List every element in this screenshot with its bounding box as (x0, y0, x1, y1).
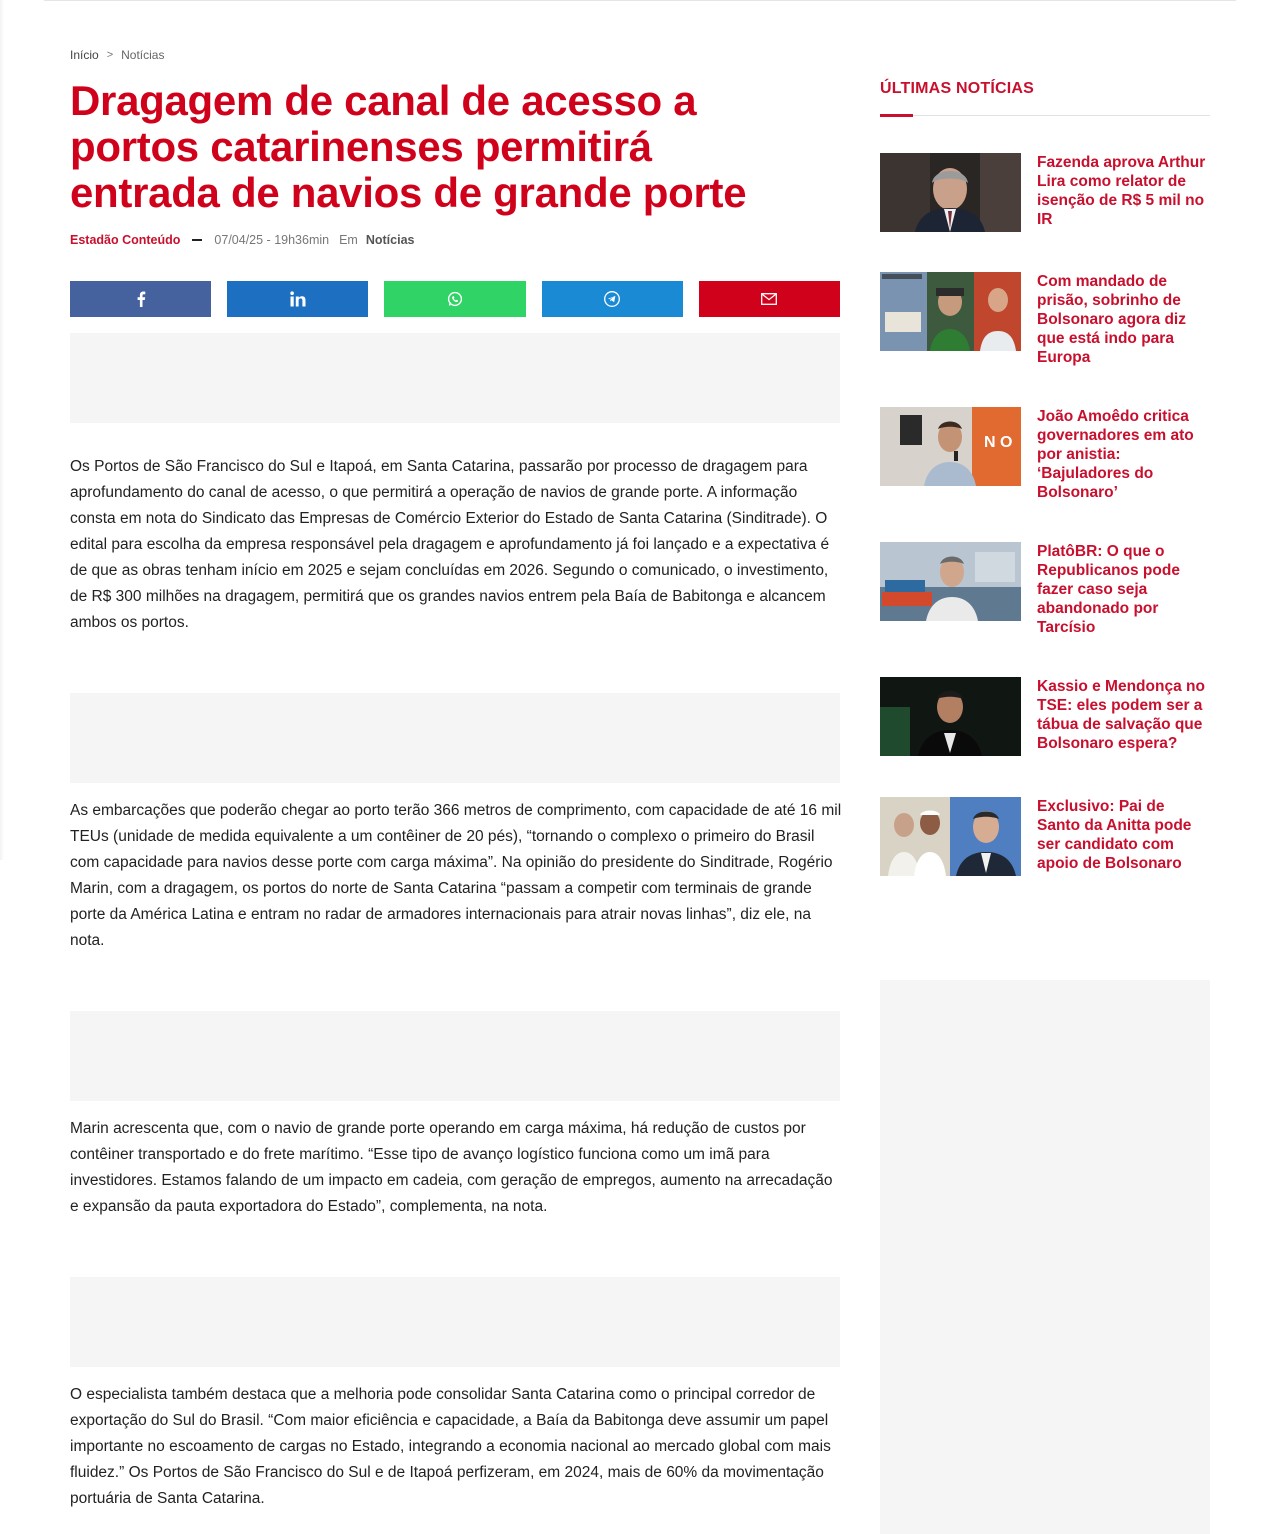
ad-placeholder (70, 1011, 840, 1101)
news-title[interactable]: Fazenda aprova Arthur Lira como relator de isenção de R$ 5 mil no IR (1037, 154, 1206, 228)
svg-text:N O: N O (984, 434, 1013, 451)
article-category-link[interactable]: Notícias (365, 233, 415, 247)
latest-news-heading: ÚLTIMAS NOTÍCIAS (880, 80, 1035, 97)
news-title[interactable]: João Amoêdo critica governadores em ato por anistia: ‘Bajuladores do Bolsonaro’ (1037, 408, 1194, 501)
sidebar-ad-placeholder (880, 980, 1210, 1534)
breadcrumb-home-link[interactable]: Início (70, 48, 99, 62)
page-edge-shadow (0, 0, 4, 860)
news-thumbnail[interactable] (880, 153, 1021, 232)
news-title[interactable]: PlatôBR: O que o Republicanos pode fazer caso seja abandonado por Tarcísio (1037, 543, 1180, 636)
news-item[interactable] (880, 542, 1210, 637)
article-author-link[interactable]: Estadão Conteúdo (70, 233, 181, 247)
share-email-button[interactable] (699, 281, 840, 317)
news-thumbnail[interactable] (880, 407, 1021, 486)
article-date: 07/04/25 - 19h36min (214, 233, 330, 247)
news-item[interactable] (880, 677, 1210, 756)
article-paragraph: Os Portos de São Francisco do Sul e Itapoá, em Santa Catarina, passarão por processo de dragagem para aprofundamento do canal de acesso, o que permitirá a operação de navios de grande porte. A informação consta em nota do Sindicato das Empresas de Comércio Exterior do Estado de Santa Catarina (Sinditrade). O edital para escolha da empresa responsável pela dragagem e aprofundamento já foi lançado e a expectativa é de que as obras tenham início em 2025 e sejam concluídas em 2026. Segundo o comunicado, o investimento, de R$ 300 milhões na dragagem, permitirá que os grandes navios entrem pela Baía de Babitonga e alcancem ambos os portos. (70, 458, 830, 631)
article-paragraph: Marin acrescenta que, com o navio de grande porte operando em carga máxima, há redução de custos por contêiner transportado e do frete marítimo. “Esse tipo de avanço logístico funciona como um imã para investidores. Estamos falando de um impacto em cadeia, com geração de empregos, aumento na arrecadação e expansão da pauta exportadora do Estado”, complementa, na nota. (70, 1120, 833, 1215)
news-thumbnail[interactable] (880, 272, 1021, 351)
news-thumbnail[interactable] (880, 797, 1021, 876)
ad-placeholder (70, 693, 840, 783)
share-telegram-button[interactable] (542, 281, 683, 317)
heading-accent-bar (880, 114, 913, 117)
news-title[interactable]: Exclusivo: Pai de Santo da Anitta pode ser candidato com apoio de Bolsonaro (1037, 798, 1192, 872)
news-title[interactable]: Com mandado de prisão, sobrinho de Bolsonaro agora diz que está indo para Europa (1037, 273, 1186, 366)
meta-dash (192, 239, 202, 241)
news-thumbnail[interactable] (880, 677, 1021, 756)
linkedin-icon (290, 291, 306, 307)
share-linkedin-button[interactable] (227, 281, 368, 317)
breadcrumb-current: Notícias (121, 48, 165, 62)
header-divider (44, 0, 1236, 1)
article-title: Dragagem de canal de acesso a portos catarinenses permitirá entrada de navios de grande porte (70, 77, 747, 216)
breadcrumb (70, 48, 164, 62)
news-item[interactable] (880, 797, 1210, 876)
news-item[interactable] (880, 407, 1210, 502)
share-facebook-button[interactable] (70, 281, 211, 317)
news-item[interactable] (880, 272, 1210, 367)
share-whatsapp-button[interactable] (384, 281, 525, 317)
breadcrumb-separator: > (106, 49, 114, 61)
article-in-label: Em (339, 233, 358, 247)
facebook-icon (136, 291, 146, 307)
whatsapp-icon (447, 291, 463, 307)
news-item[interactable] (880, 153, 1210, 232)
mail-icon (761, 293, 777, 305)
ad-placeholder (70, 1277, 840, 1367)
news-thumbnail[interactable] (880, 542, 1021, 621)
share-bar (70, 281, 840, 317)
article-paragraph: As embarcações que poderão chegar ao porto terão 366 metros de comprimento, com capacidade de até 16 mil TEUs (unidade de medida equivalente a um contêiner de 20 pés), “tornando o complexo o primeiro do Brasil com capacidade para navios desse porte com carga máxima”. Na opinião do presidente do Sinditrade, Rogério Marin, com a dragagem, os portos do norte de Santa Catarina “passam a competir com terminais de grande porte da América Latina e entram no radar de armadores internacionais para atrair novas linhas”, diz ele, na nota. (70, 802, 842, 949)
article-meta (70, 233, 414, 247)
article-paragraph: O especialista também destaca que a melhoria pode consolidar Santa Catarina como o principal corredor de exportação do Sul do Brasil. “Com maior eficiência e capacidade, a Baía da Babitonga deve assumir um papel importante no escoamento de cargas no Estado, integrando a economia nacional ao mercado global com mais fluidez.” Os Portos de São Francisco do Sul e de Itapoá perfizeram, em 2024, mais de 60% da movimentação portuária de Santa Catarina. (70, 1386, 831, 1507)
telegram-icon (604, 291, 620, 307)
news-title[interactable]: Kassio e Mendonça no TSE: eles podem ser a tábua de salvação que Bolsonaro espera? (1037, 678, 1205, 752)
ad-placeholder (70, 333, 840, 423)
heading-divider (880, 115, 1210, 116)
